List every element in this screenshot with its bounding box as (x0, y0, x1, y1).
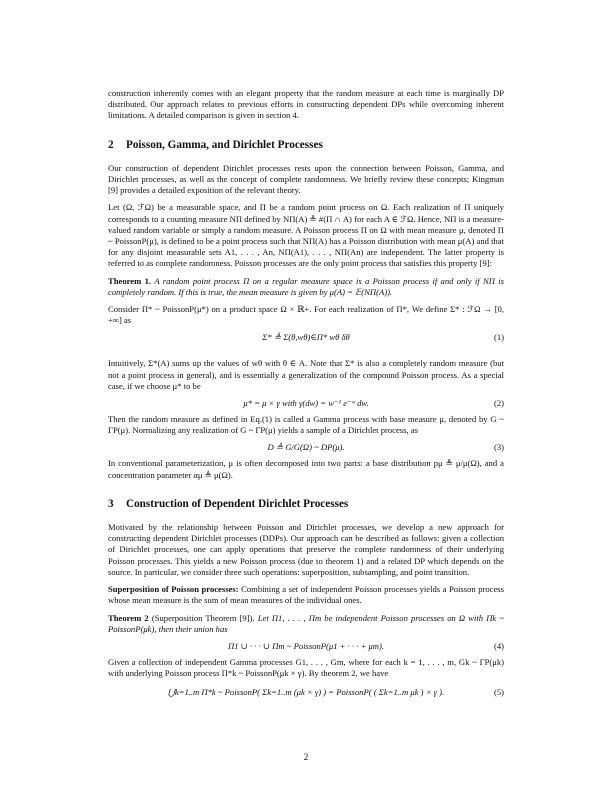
section-2-paragraph-4: Intuitively, Σ*(A) sums up the values of wθ with θ ∈ A. Note that Σ* is also a completely random measure (but not a point process in general), and is essentially a generalization of the compound Poisson process. As a special case, if we choose μ* to be (108, 358, 504, 391)
theorem-2-citation: (Superposition Theorem [9]). (151, 612, 255, 623)
equation-5-number: (5) (493, 687, 504, 698)
equation-2-body: μ* = μ × γ with γ(dw) = w⁻¹ e⁻ʷ dw. (243, 398, 369, 409)
page-number: 2 (303, 752, 309, 762)
section-2-title: Poisson, Gamma, and Dirichlet Processes (126, 138, 323, 151)
theorem-1 (108, 276, 504, 298)
equation-5-body: ⋃k=1..m Π*k ~ PoissonP( Σk=1..m (μk × γ) ) = PoissonP( ( Σk=1..m μk ) × γ ). (167, 687, 445, 698)
section-3-paragraph-3: Given a collection of independent Gamma processes G1, . . . , Gm, where for each k = 1, . . . , m, Gk ~ ΓP(μk) with underlying Poisson process Π*k ~ PoissonP(μk × γ). By theorem 2, we have (108, 656, 504, 679)
section-2-paragraph-1: Our construction of dependent Dirichlet processes rests upon the connection between Poisson, Gamma, and Dirichlet processes, as well as the concept of complete randomness. We briefly review these concepts; Kingman [9] provides a detailed exposition of the relevant theory. (108, 162, 504, 196)
equation-4 (108, 641, 504, 653)
equation-1 (108, 332, 504, 354)
intro-paragraph: construction inherently comes with an elegant property that the random measure at each time is marginally DP distributed. Our approach relates to previous efforts in constructing dependent DPs while overcoming inherent limitations. A detailed comparison is given in section 4. (108, 88, 504, 121)
superposition-text: Combining a set of independent Poisson processes yields a Poisson process whose mean measure is the sum of mean measures of the individual ones. (108, 584, 504, 606)
equation-3-number: (3) (493, 442, 504, 453)
section-3-paragraph-1: Motivated by the relationship between Poisson and Dirichlet processes, we develop a new approach for constructing dependent Dirichlet processes (DDPs). Our approach can be described as follows: given a collection of Dirichlet processes, one can apply operations that preserve the complete randomness of their underlying Poisson processes. This yields a new Poisson process (due to theorem 1) and a related DP which depends on the source. In particular, we consider three such operations: superposition, subsampling, and point transition. (108, 522, 504, 577)
equation-3 (108, 442, 504, 454)
theorem-2-label: Theorem 2 (108, 612, 149, 623)
section-3-number: 3 (108, 497, 114, 510)
section-2-heading (108, 140, 504, 151)
superposition-paragraph (108, 584, 504, 606)
section-3-heading (108, 499, 504, 510)
equation-4-number: (4) (493, 640, 504, 651)
equation-4-body: Π1 ∪ · · · ∪ Πm ~ PoissonP(μ1 + · · · + μm). (227, 640, 384, 651)
theorem-2-text: Let Π1, . . . , Πm be independent Poisson processes on Ω with Πk ~ PoissonP(μk), then their union has (108, 612, 505, 634)
theorem-2 (108, 613, 504, 635)
paper-page (108, 88, 504, 725)
equation-2 (108, 398, 504, 410)
theorem-1-label: Theorem 1. (108, 275, 152, 286)
section-2-paragraph-6: In conventional parameterization, μ is often decomposed into two parts: a base distribution pμ ≜ μ/μ(Ω), and a concentration parameter αμ ≜ μ(Ω). (108, 458, 504, 480)
theorem-1-text: A random point process Π on a regular measure space is a Poisson process if and only if NΠ is completely random. If this is true, the mean measure is given by μ(A) = 𝔼(NΠ(A)). (108, 275, 504, 297)
section-3-title: Construction of Dependent Dirichlet Processes (126, 497, 349, 510)
equation-1-number: (1) (493, 332, 504, 343)
section-2-paragraph-3: Consider Π* ~ PoissonP(μ*) on a product space Ω × ℝ+. For each realization of Π*, We define Σ* : ℱΩ → [0, +∞] as (108, 304, 504, 326)
equation-5 (108, 685, 504, 721)
section-2-paragraph-2: Let (Ω, ℱΩ) be a measurable space, and Π be a random point process on Ω. Each realization of Π uniquely corresponds to a counting measure NΠ defined by NΠ(A) ≜ #(Π ∩ A) for each A ∈ ℱΩ. Hence, NΠ is a measure-valued random variable or simply a random measure. A Poisson process Π on Ω with mean measure μ, denoted Π ~ PoissonP(μ), is defined to be a point process such that NΠ(A) has a Poisson distribution with mean μ(A) and that for any disjoint measurable sets A1, . . . , An, NΠ(A1), . . . , NΠ(An) are independent. The latter property is referred to as complete randomness. Poisson processes are the only point process that satisfies this property [9]: (108, 202, 504, 269)
equation-2-number: (2) (493, 398, 504, 409)
equation-3-body: D ≜ G/G(Ω) ~ DP(μ). (267, 442, 345, 453)
equation-1-body: Σ* ≜ Σ(θ,wθ)∈Π* wθ δθ (262, 332, 350, 343)
superposition-label: Superposition of Poisson processes: (108, 584, 239, 595)
section-2-number: 2 (108, 138, 114, 151)
section-2-paragraph-5: Then the random measure as defined in Eq.(1) is called a Gamma process with base measure μ, denoted by G ~ ΓP(μ). Normalizing any realization of G ~ ΓP(μ) yields a sample of a Dirichlet process, as (108, 414, 504, 436)
